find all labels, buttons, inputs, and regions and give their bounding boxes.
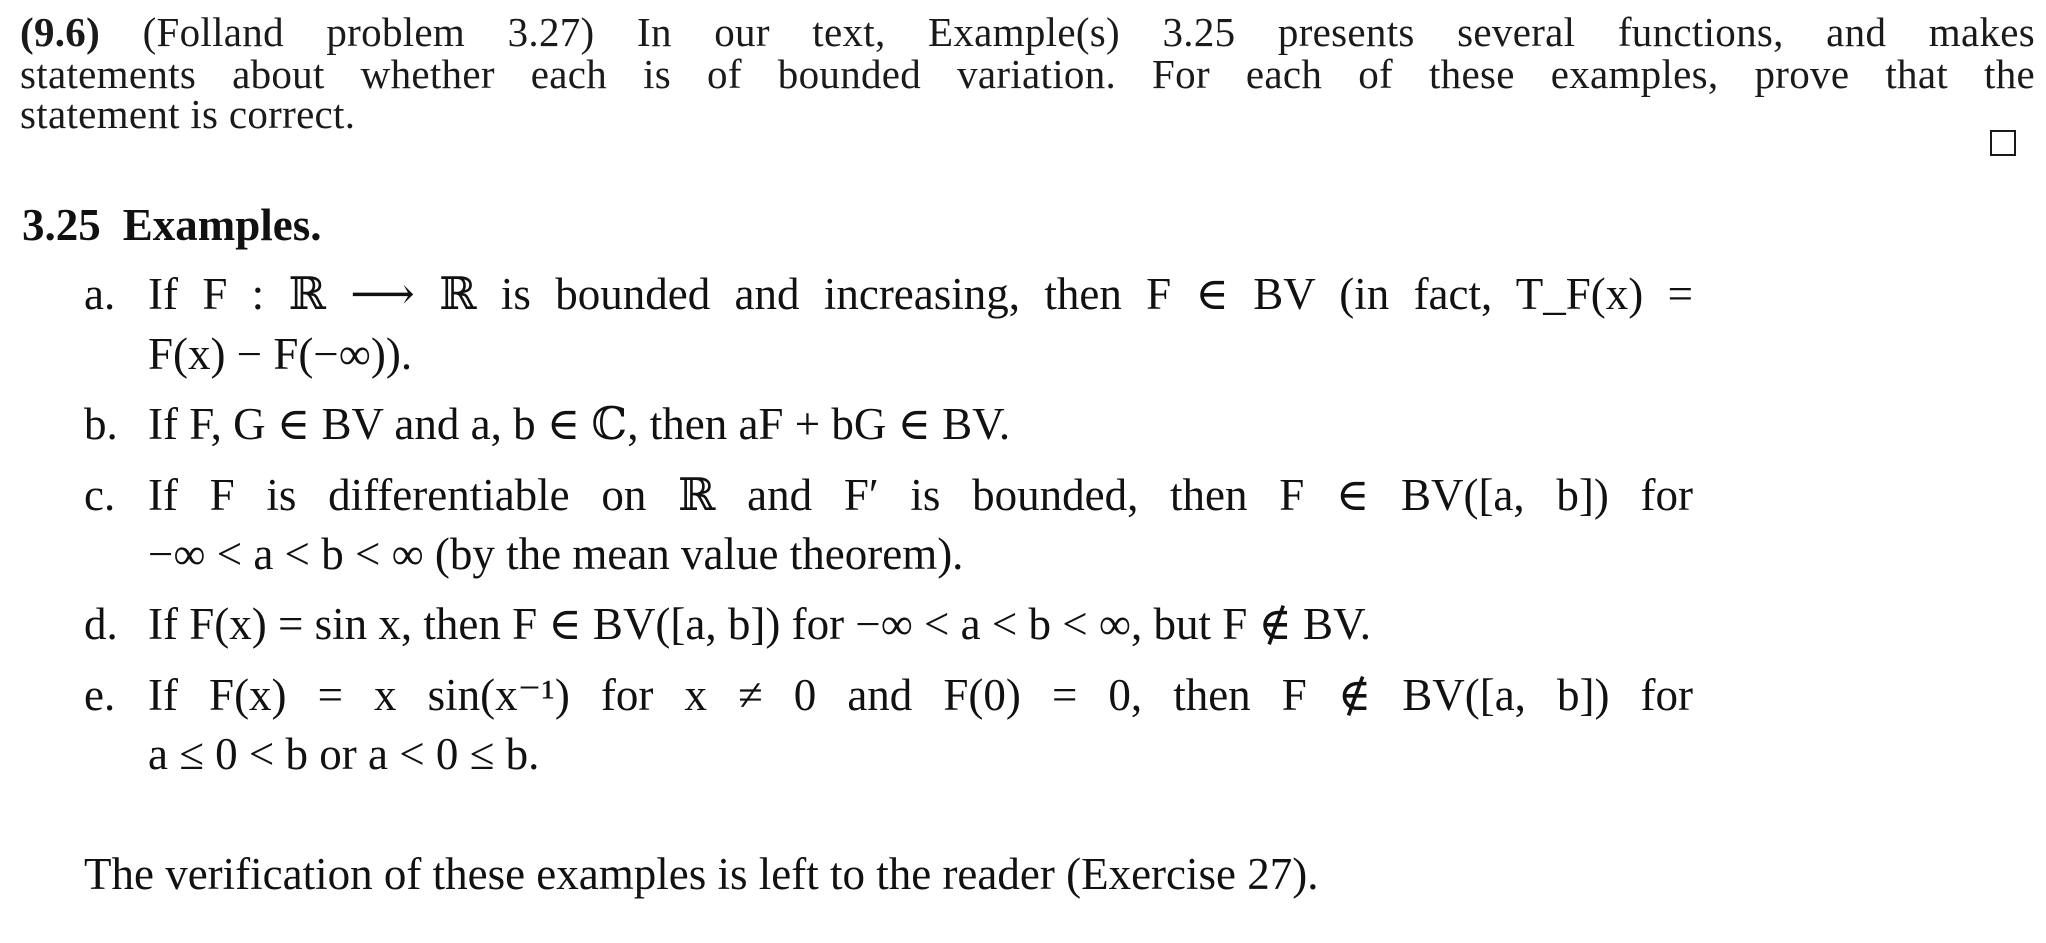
problem-text-1: (Folland problem 3.27) In our text, Example(s) 3.25 presents several functions, and makes	[142, 9, 2035, 55]
item-a-line-1: If F : ℝ ⟶ ℝ is bounded and increasing, then F ∈ BV (in fact, T_F(x) =	[148, 269, 1693, 319]
examples-footer: The verification of these examples is left to the reader (Exercise 27).	[84, 849, 1319, 899]
examples-heading	[22, 197, 322, 253]
item-d-label: d.	[84, 599, 118, 649]
item-c-label: c.	[84, 470, 116, 520]
examples-title: Examples.	[122, 200, 322, 250]
qed-box-icon	[1990, 130, 2016, 156]
item-b-line-1: If F, G ∈ BV and a, b ∈ ℂ, then aF + bG ∈ BV.	[148, 399, 1011, 449]
item-a-label: a.	[84, 269, 116, 319]
item-c-line-2: −∞ < a < b < ∞ (by the mean value theorem).	[148, 529, 964, 579]
item-a-line-2: F(x) − F(−∞)).	[148, 329, 413, 379]
item-e-label: e.	[84, 670, 116, 720]
item-d-line-1: If F(x) = sin x, then F ∈ BV([a, b]) for −∞ < a < b < ∞, but F ∉ BV.	[148, 599, 1372, 649]
item-e-line-1: If F(x) = x sin(x⁻¹) for x ≠ 0 and F(0) = 0, then F ∉ BV([a, b]) for	[148, 670, 1693, 720]
problem-line-2: statements about whether each is of bounded variation. For each of these examples, prove that the	[20, 51, 2035, 97]
problem-number: (9.6)	[20, 9, 101, 55]
examples-number: 3.25	[22, 200, 101, 250]
item-c-line-1: If F is differentiable on ℝ and F′ is bounded, then F ∈ BV([a, b]) for	[148, 470, 1693, 520]
item-e-line-2: a ≤ 0 < b or a < 0 ≤ b.	[148, 729, 540, 779]
problem-line-3: statement is correct.	[20, 91, 356, 137]
item-b-label: b.	[84, 399, 118, 449]
